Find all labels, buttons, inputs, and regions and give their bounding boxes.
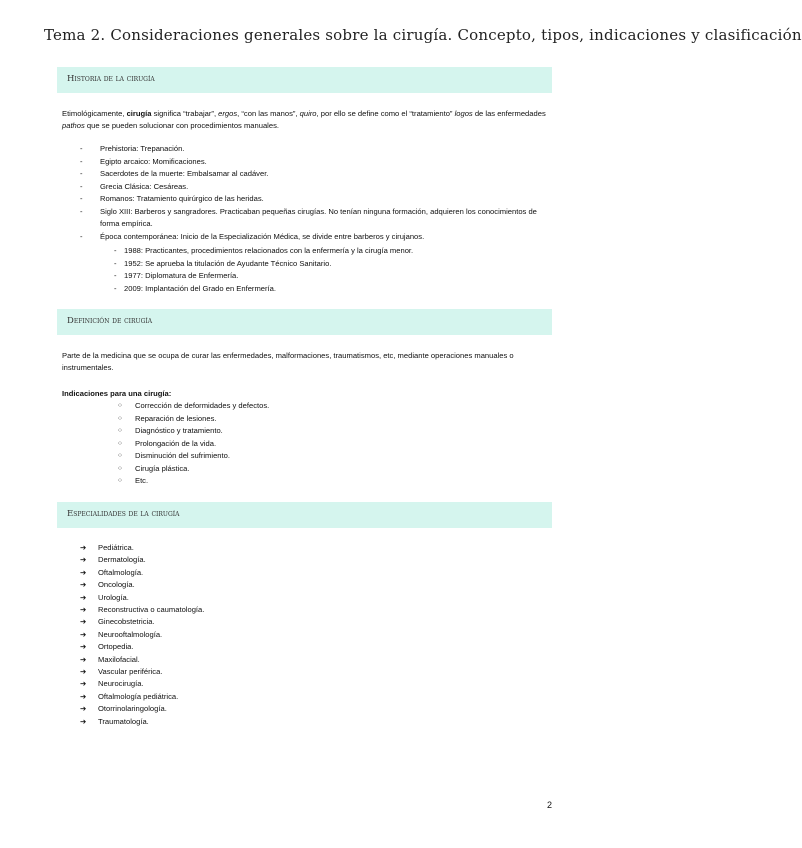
- intro-text: , “con las manos”,: [237, 109, 300, 118]
- list-item: ○ Cirugía plástica.: [118, 463, 269, 476]
- history-sublist: [80, 245, 550, 295]
- list-item: ➔ Oncología.: [80, 579, 204, 591]
- list-item: ➔ Ginecobstetricia.: [80, 616, 204, 628]
- page-number: 2: [547, 800, 553, 810]
- intro-text: Etimológicamente,: [62, 109, 127, 118]
- list-item: - Grecia Clásica: Cesáreas.: [80, 181, 550, 194]
- indications-list: [118, 400, 269, 488]
- intro-text: logos: [454, 109, 473, 118]
- list-item: - 1988: Practicantes, procedimientos relacionados con la enfermería y la cirugía menor.: [80, 245, 550, 258]
- list-item: ➔ Otorrinolaringología.: [80, 703, 204, 715]
- intro-text: ergos: [218, 109, 238, 118]
- section-header-definicion: [57, 309, 552, 335]
- list-item: ➔ Dermatología.: [80, 554, 204, 566]
- intro-text: cirugía: [126, 109, 152, 118]
- section-heading: Especialidades de la cirugía: [67, 509, 180, 519]
- intro-text: de las enfermedades: [472, 109, 546, 118]
- list-item: ➔ Oftalmología pediátrica.: [80, 691, 204, 703]
- list-item: ➔ Urología.: [80, 592, 204, 604]
- intro-paragraph: [62, 108, 552, 132]
- section-header-historia: [57, 67, 552, 93]
- intro-text: significa “trabajar”,: [151, 109, 219, 118]
- list-item: ➔ Neurocirugía.: [80, 678, 204, 690]
- list-item: ○ Corrección de deformidades y defectos.: [118, 400, 269, 413]
- section-heading: Historia de la cirugía: [67, 74, 155, 84]
- list-item: ➔ Maxilofacial.: [80, 654, 204, 666]
- list-item: - Egipto arcaico: Momificaciones.: [80, 156, 550, 169]
- indications-label: Indicaciones para una cirugía:: [62, 389, 172, 398]
- list-item: - Romanos: Tratamiento quirúrgico de las heridas.: [80, 193, 550, 206]
- list-item: ➔ Ortopedia.: [80, 641, 204, 653]
- list-item: - Siglo XIII: Barberos y sangradores. Practicaban pequeñas cirugías. No tenían ninguna formación, adquieren los conocimientos de forma empírica.: [80, 206, 550, 231]
- list-item: ➔ Neurooftalmología.: [80, 629, 204, 641]
- intro-text: , por ello se define como el “tratamiento”: [316, 109, 455, 118]
- list-item: ○ Prolongación de la vida.: [118, 438, 269, 451]
- list-item: ○ Diagnóstico y tratamiento.: [118, 425, 269, 438]
- list-item: ➔ Pediátrica.: [80, 542, 204, 554]
- specialties-list: [80, 542, 204, 728]
- section-header-especialidades: [57, 502, 552, 528]
- list-item: - 1952: Se aprueba la titulación de Ayudante Técnico Sanitario.: [80, 258, 550, 271]
- list-item: ○ Reparación de lesiones.: [118, 413, 269, 426]
- list-item: ➔ Reconstructiva o caumatología.: [80, 604, 204, 616]
- list-item: - Época contemporánea: Inicio de la Especialización Médica, se divide entre barberos y cirujanos.: [80, 231, 550, 244]
- intro-text: que se pueden solucionar con procedimientos manuales.: [84, 121, 279, 130]
- page-title: Tema 2. Consideraciones generales sobre la cirugía. Concepto, tipos, indicaciones y clasificación: [44, 26, 802, 44]
- list-item: ○ Etc.: [118, 475, 269, 488]
- list-item: ➔ Oftalmología.: [80, 567, 204, 579]
- history-list: [80, 143, 550, 243]
- list-item: ○ Disminución del sufrimiento.: [118, 450, 269, 463]
- list-item: ➔ Vascular periférica.: [80, 666, 204, 678]
- list-item: ➔ Traumatología.: [80, 716, 204, 728]
- list-item: - 1977: Diplomatura de Enfermería.: [80, 270, 550, 283]
- section-heading: Definición de cirugía: [67, 316, 153, 326]
- intro-text: quiro: [299, 109, 317, 118]
- definition-paragraph: Parte de la medicina que se ocupa de curar las enfermedades, malformaciones, traumatismos, etc, mediante operaciones manuales o instrumentales.: [62, 351, 514, 372]
- list-item: - Sacerdotes de la muerte: Embalsamar al cadáver.: [80, 168, 550, 181]
- list-item: - Prehistoria: Trepanación.: [80, 143, 550, 156]
- list-item: - 2009: Implantación del Grado en Enfermería.: [80, 283, 550, 296]
- intro-text: pathos: [62, 121, 85, 130]
